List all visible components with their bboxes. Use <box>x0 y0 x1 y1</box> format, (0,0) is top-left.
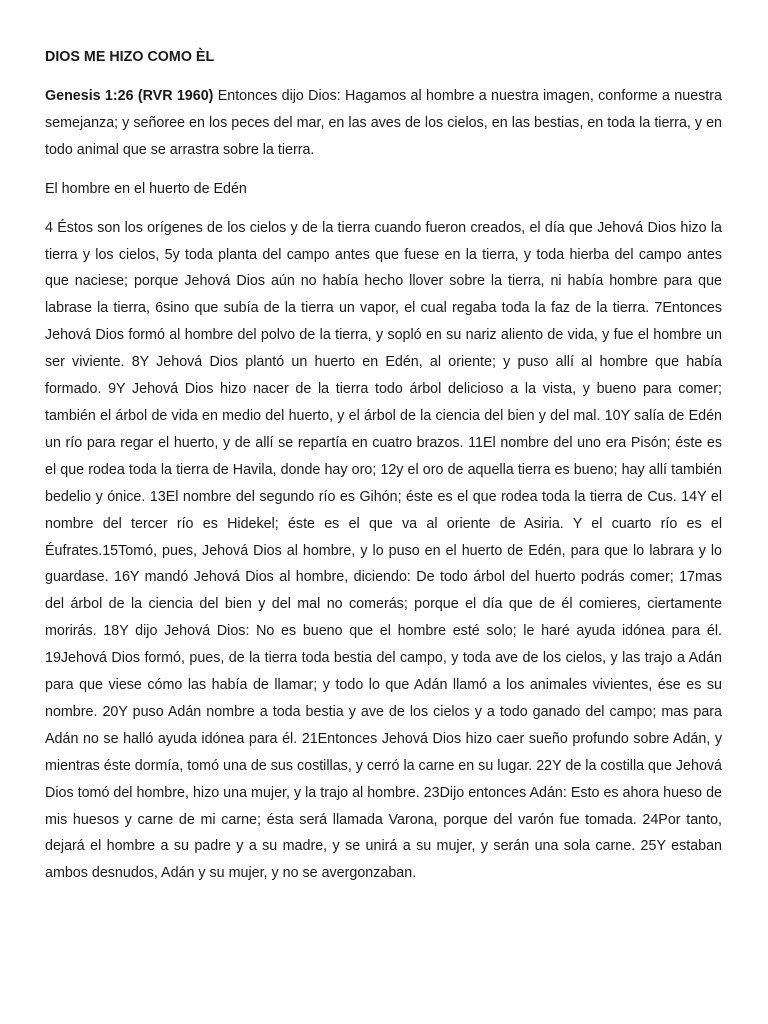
document-page <box>45 44 722 899</box>
section-heading: El hombre en el huerto de Edén <box>45 180 247 197</box>
document-title: DIOS ME HIZO COMO ÈL <box>45 49 215 65</box>
verse-text: Entonces dijo Dios: Hagamos al hombre a nuestra imagen, conforme a nuestra semejanza; y señoree en los peces del mar, en las aves de los cielos, en las bestias, en toda la tierra, y en todo animal que se arrastra sobre la tierra. <box>45 88 722 158</box>
verse-paragraph <box>45 83 722 164</box>
body-paragraph: 4 Éstos son los orígenes de los cielos y de la tierra cuando fueron creados, el día que Jehová Dios hizo la tierra y los cielos, 5y toda planta del campo antes que fuese en la tierra, y toda hierba del campo antes que naciese; porque Jehová Dios aún no había hecho llover sobre la tierra, ni había hombre para que labrase la tierra, 6sino que subía de la tierra un vapor, el cual regaba toda la faz de la tierra. 7Entonces Jehová Dios formó al hombre del polvo de la tierra, y sopló en su nariz aliento de vida, y fue el hombre un ser viviente. 8Y Jehová Dios plantó un huerto en Edén, al oriente; y puso allí al hombre que había formado. 9Y Jehová Dios hizo nacer de la tierra todo árbol delicioso a la vista, y bueno para comer; también el árbol de vida en medio del huerto, y el árbol de la ciencia del bien y del mal. 10Y salía de Edén un río para regar el huerto, y de allí se repartía en cuatro brazos. 11El nombre del uno era Pisón; éste es el que rodea toda la tierra de Havila, donde hay oro; 12y el oro de aquella tierra es bueno; hay allí también bedelio y ónice. 13El nombre del segundo río es Gihón; éste es el que rodea toda la tierra de Cus. 14Y el nombre del tercer río es Hidekel; éste es el que va al oriente de Asiria. Y el cuarto río es el Éufrates.15Tomó, pues, Jehová Dios al hombre, y lo puso en el huerto de Edén, para que lo labrara y lo guardase. 16Y mandó Jehová Dios al hombre, diciendo: De todo árbol del huerto podrás comer; 17mas del árbol de la ciencia del bien y del mal no comerás; porque el día que de él comieres, ciertamente morirás. 18Y dijo Jehová Dios: No es bueno que el hombre esté solo; le haré ayuda idónea para él. 19Jehová Dios formó, pues, de la tierra toda bestia del campo, y toda ave de los cielos, y las trajo a Adán para que viese cómo las había de llamar; y todo lo que Adán llamó a los animales vivientes, ése es su nombre. 20Y puso Adán nombre a toda bestia y ave de los cielos y a todo ganado del campo; mas para Adán no se halló ayuda idónea para él. 21Entonces Jehová Dios hizo caer sueño profundo sobre Adán, y mientras éste dormía, tomó una de sus costillas, y cerró la carne en su lugar. 22Y de la costilla que Jehová Dios tomó del hombre, hizo una mujer, y la trajo al hombre. 23Dijo entonces Adán: Esto es ahora hueso de mis huesos y carne de mi carne; ésta será llamada Varona, porque del varón fue tomada. 24Por tanto, dejará el hombre a su padre y a su madre, y se unirá a su mujer, y serán una sola carne. 25Y estaban ambos desnudos, Adán y su mujer, y no se avergonzaban. <box>45 219 722 882</box>
verse-reference: Genesis 1:26 (RVR 1960) <box>45 88 214 104</box>
